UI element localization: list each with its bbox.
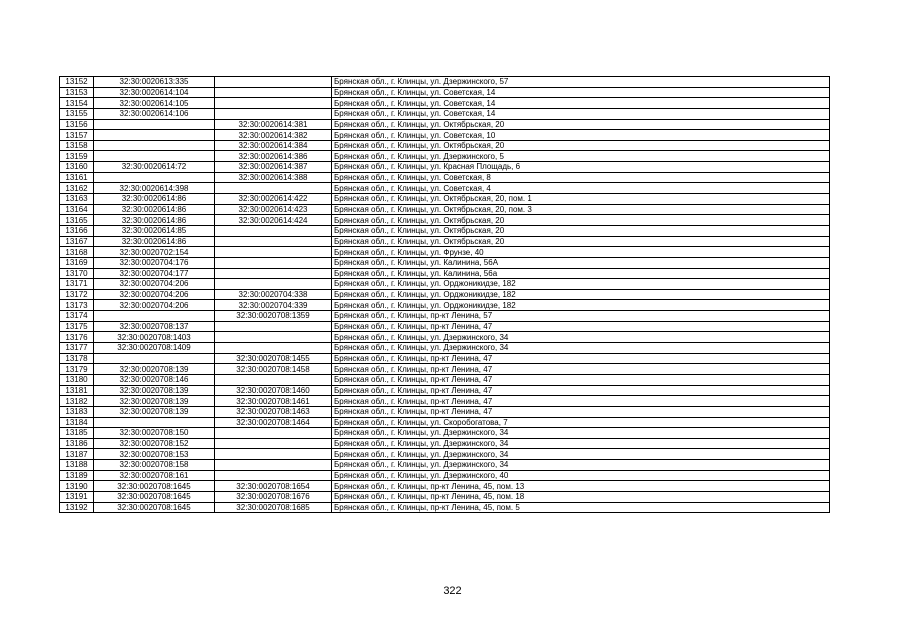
cell-cadastral-number: 32:30:0020708:1461	[215, 396, 332, 407]
cell-cadastral-number	[215, 257, 332, 268]
cell-parent-cadastral-number: 32:30:0020704:206	[94, 289, 215, 300]
table-row	[60, 204, 830, 215]
cell-cadastral-number	[215, 247, 332, 258]
cell-address: Брянская обл., г. Клинцы, ул. Дзержинского, 34	[332, 428, 830, 439]
cell-parent-cadastral-number: 32:30:0020708:1403	[94, 332, 215, 343]
cell-record-number: 13174	[60, 311, 94, 322]
cell-address: Брянская обл., г. Клинцы, ул. Орджоникидзе, 182	[332, 289, 830, 300]
cell-record-number: 13181	[60, 385, 94, 396]
cell-address: Брянская обл., г. Клинцы, ул. Октябрьская, 20, пом. 3	[332, 204, 830, 215]
cell-cadastral-number	[215, 343, 332, 354]
cell-address: Брянская обл., г. Клинцы, ул. Октябрьская, 20, пом. 1	[332, 194, 830, 205]
cell-address: Брянская обл., г. Клинцы, ул. Советская, 8	[332, 172, 830, 183]
cell-cadastral-number: 32:30:0020708:1359	[215, 311, 332, 322]
table-row	[60, 162, 830, 173]
cell-parent-cadastral-number: 32:30:0020708:1645	[94, 491, 215, 502]
cell-record-number: 13164	[60, 204, 94, 215]
cell-address: Брянская обл., г. Клинцы, пр-кт Ленина, 57	[332, 311, 830, 322]
table-row	[60, 417, 830, 428]
cell-address: Брянская обл., г. Клинцы, ул. Советская, 14	[332, 87, 830, 98]
cell-address: Брянская обл., г. Клинцы, пр-кт Ленина, 47	[332, 396, 830, 407]
cell-parent-cadastral-number	[94, 119, 215, 130]
cell-record-number: 13192	[60, 502, 94, 513]
cell-cadastral-number	[215, 77, 332, 88]
cell-parent-cadastral-number	[94, 130, 215, 141]
cell-parent-cadastral-number	[94, 151, 215, 162]
cell-record-number: 13185	[60, 428, 94, 439]
table-row	[60, 183, 830, 194]
table-row	[60, 194, 830, 205]
cell-parent-cadastral-number	[94, 140, 215, 151]
cell-record-number: 13191	[60, 491, 94, 502]
table-row	[60, 428, 830, 439]
table-row	[60, 470, 830, 481]
cell-record-number: 13172	[60, 289, 94, 300]
table-row	[60, 215, 830, 226]
cell-address: Брянская обл., г. Клинцы, ул. Орджоникидзе, 182	[332, 300, 830, 311]
cell-parent-cadastral-number: 32:30:0020614:104	[94, 87, 215, 98]
cell-address: Брянская обл., г. Клинцы, ул. Дзержинского, 40	[332, 470, 830, 481]
table-row	[60, 172, 830, 183]
cell-parent-cadastral-number: 32:30:0020614:86	[94, 204, 215, 215]
table-row	[60, 311, 830, 322]
cell-address: Брянская обл., г. Клинцы, ул. Скоробогатова, 7	[332, 417, 830, 428]
table-row	[60, 481, 830, 492]
cell-address: Брянская обл., г. Клинцы, ул. Калинина, 56А	[332, 257, 830, 268]
cell-record-number: 13152	[60, 77, 94, 88]
cell-cadastral-number	[215, 374, 332, 385]
cell-parent-cadastral-number: 32:30:0020708:152	[94, 438, 215, 449]
cell-record-number: 13171	[60, 279, 94, 290]
cell-record-number: 13166	[60, 225, 94, 236]
cell-record-number: 13190	[60, 481, 94, 492]
cell-address: Брянская обл., г. Клинцы, ул. Дзержинского, 34	[332, 438, 830, 449]
cell-record-number: 13189	[60, 470, 94, 481]
cell-cadastral-number: 32:30:0020704:339	[215, 300, 332, 311]
cell-cadastral-number	[215, 183, 332, 194]
cell-cadastral-number	[215, 225, 332, 236]
cell-address: Брянская обл., г. Клинцы, пр-кт Ленина, 47	[332, 353, 830, 364]
cell-record-number: 13187	[60, 449, 94, 460]
cell-parent-cadastral-number	[94, 311, 215, 322]
cell-parent-cadastral-number: 32:30:0020708:139	[94, 406, 215, 417]
cell-parent-cadastral-number: 32:30:0020704:177	[94, 268, 215, 279]
cell-parent-cadastral-number: 32:30:0020614:398	[94, 183, 215, 194]
cell-record-number: 13165	[60, 215, 94, 226]
cell-parent-cadastral-number: 32:30:0020708:146	[94, 374, 215, 385]
cell-record-number: 13160	[60, 162, 94, 173]
cell-record-number: 13170	[60, 268, 94, 279]
cell-address: Брянская обл., г. Клинцы, ул. Октябрьская, 20	[332, 236, 830, 247]
cell-record-number: 13167	[60, 236, 94, 247]
cell-cadastral-number	[215, 449, 332, 460]
table-row	[60, 332, 830, 343]
cell-parent-cadastral-number	[94, 417, 215, 428]
cell-parent-cadastral-number: 32:30:0020708:150	[94, 428, 215, 439]
cell-cadastral-number: 32:30:0020708:1464	[215, 417, 332, 428]
cell-cadastral-number	[215, 236, 332, 247]
cell-cadastral-number: 32:30:0020614:381	[215, 119, 332, 130]
table-row	[60, 108, 830, 119]
cell-cadastral-number: 32:30:0020614:422	[215, 194, 332, 205]
cell-address: Брянская обл., г. Клинцы, ул. Дзержинского, 5	[332, 151, 830, 162]
cell-cadastral-number: 32:30:0020614:424	[215, 215, 332, 226]
cell-cadastral-number	[215, 108, 332, 119]
table-row	[60, 140, 830, 151]
cell-address: Брянская обл., г. Клинцы, пр-кт Ленина, 45, пом. 13	[332, 481, 830, 492]
cell-parent-cadastral-number: 32:30:0020614:72	[94, 162, 215, 173]
cell-address: Брянская обл., г. Клинцы, пр-кт Ленина, 47	[332, 364, 830, 375]
table-row	[60, 130, 830, 141]
cell-address: Брянская обл., г. Клинцы, ул. Красная Площадь, 6	[332, 162, 830, 173]
cell-address: Брянская обл., г. Клинцы, пр-кт Ленина, 47	[332, 385, 830, 396]
table-row	[60, 247, 830, 258]
cell-parent-cadastral-number: 32:30:0020704:176	[94, 257, 215, 268]
cell-record-number: 13157	[60, 130, 94, 141]
cell-parent-cadastral-number: 32:30:0020708:139	[94, 385, 215, 396]
table-row	[60, 257, 830, 268]
cell-parent-cadastral-number: 32:30:0020614:105	[94, 98, 215, 109]
cell-record-number: 13156	[60, 119, 94, 130]
table-row	[60, 374, 830, 385]
cell-parent-cadastral-number: 32:30:0020613:335	[94, 77, 215, 88]
cell-cadastral-number: 32:30:0020708:1654	[215, 481, 332, 492]
cell-address: Брянская обл., г. Клинцы, ул. Октябрьская, 20	[332, 140, 830, 151]
table-row	[60, 491, 830, 502]
cell-address: Брянская обл., г. Клинцы, ул. Орджоникидзе, 182	[332, 279, 830, 290]
table-row	[60, 460, 830, 471]
table-row	[60, 279, 830, 290]
cell-parent-cadastral-number	[94, 172, 215, 183]
cell-cadastral-number: 32:30:0020614:388	[215, 172, 332, 183]
cell-cadastral-number	[215, 470, 332, 481]
cell-cadastral-number: 32:30:0020614:387	[215, 162, 332, 173]
cell-parent-cadastral-number: 32:30:0020708:153	[94, 449, 215, 460]
cell-address: Брянская обл., г. Клинцы, ул. Советская, 14	[332, 108, 830, 119]
cell-address: Брянская обл., г. Клинцы, ул. Дзержинского, 34	[332, 343, 830, 354]
table-row	[60, 353, 830, 364]
cell-record-number: 13178	[60, 353, 94, 364]
cell-address: Брянская обл., г. Клинцы, ул. Дзержинского, 57	[332, 77, 830, 88]
cell-cadastral-number: 32:30:0020614:386	[215, 151, 332, 162]
cell-address: Брянская обл., г. Клинцы, ул. Октябрьская, 20	[332, 119, 830, 130]
table-row	[60, 343, 830, 354]
cell-record-number: 13175	[60, 321, 94, 332]
cell-address: Брянская обл., г. Клинцы, ул. Советская, 4	[332, 183, 830, 194]
cell-address: Брянская обл., г. Клинцы, пр-кт Ленина, 45, пом. 18	[332, 491, 830, 502]
cell-address: Брянская обл., г. Клинцы, ул. Дзержинского, 34	[332, 460, 830, 471]
cell-cadastral-number	[215, 332, 332, 343]
table-row	[60, 321, 830, 332]
cell-cadastral-number	[215, 279, 332, 290]
cell-address: Брянская обл., г. Клинцы, пр-кт Ленина, 45, пом. 5	[332, 502, 830, 513]
table-row	[60, 406, 830, 417]
cell-cadastral-number: 32:30:0020614:423	[215, 204, 332, 215]
cell-address: Брянская обл., г. Клинцы, ул. Советская, 10	[332, 130, 830, 141]
table-row	[60, 151, 830, 162]
cell-parent-cadastral-number	[94, 353, 215, 364]
cell-parent-cadastral-number: 32:30:0020708:1645	[94, 502, 215, 513]
table-row	[60, 268, 830, 279]
cell-record-number: 13179	[60, 364, 94, 375]
cell-parent-cadastral-number: 32:30:0020704:206	[94, 300, 215, 311]
cell-parent-cadastral-number: 32:30:0020708:158	[94, 460, 215, 471]
cell-record-number: 13186	[60, 438, 94, 449]
cell-address: Брянская обл., г. Клинцы, ул. Дзержинского, 34	[332, 449, 830, 460]
cell-record-number: 13155	[60, 108, 94, 119]
cell-parent-cadastral-number: 32:30:0020708:137	[94, 321, 215, 332]
cell-record-number: 13188	[60, 460, 94, 471]
cell-parent-cadastral-number: 32:30:0020708:139	[94, 364, 215, 375]
registry-table-body	[60, 77, 830, 513]
cell-record-number: 13183	[60, 406, 94, 417]
table-row	[60, 225, 830, 236]
cell-parent-cadastral-number: 32:30:0020708:139	[94, 396, 215, 407]
table-row	[60, 98, 830, 109]
cell-record-number: 13163	[60, 194, 94, 205]
cell-record-number: 13153	[60, 87, 94, 98]
cell-address: Брянская обл., г. Клинцы, ул. Октябрьская, 20	[332, 225, 830, 236]
cell-record-number: 13169	[60, 257, 94, 268]
cell-record-number: 13158	[60, 140, 94, 151]
cell-address: Брянская обл., г. Клинцы, ул. Советская, 14	[332, 98, 830, 109]
cell-parent-cadastral-number: 32:30:0020702:154	[94, 247, 215, 258]
cell-cadastral-number: 32:30:0020708:1463	[215, 406, 332, 417]
cell-cadastral-number: 32:30:0020708:1455	[215, 353, 332, 364]
cell-record-number: 13177	[60, 343, 94, 354]
table-row	[60, 289, 830, 300]
cell-parent-cadastral-number: 32:30:0020708:161	[94, 470, 215, 481]
cell-cadastral-number	[215, 460, 332, 471]
table-row	[60, 87, 830, 98]
cell-record-number: 13162	[60, 183, 94, 194]
registry-table	[59, 76, 830, 513]
cell-record-number: 13176	[60, 332, 94, 343]
cell-record-number: 13173	[60, 300, 94, 311]
cell-cadastral-number: 32:30:0020614:382	[215, 130, 332, 141]
cell-parent-cadastral-number: 32:30:0020614:85	[94, 225, 215, 236]
table-row	[60, 300, 830, 311]
cell-parent-cadastral-number: 32:30:0020708:1645	[94, 481, 215, 492]
table-row	[60, 77, 830, 88]
cell-cadastral-number: 32:30:0020614:384	[215, 140, 332, 151]
cell-cadastral-number: 32:30:0020708:1685	[215, 502, 332, 513]
cell-cadastral-number	[215, 438, 332, 449]
table-row	[60, 449, 830, 460]
cell-address: Брянская обл., г. Клинцы, ул. Октябрьская, 20	[332, 215, 830, 226]
table-row	[60, 236, 830, 247]
table-row	[60, 502, 830, 513]
cell-record-number: 13184	[60, 417, 94, 428]
cell-record-number: 13182	[60, 396, 94, 407]
cell-cadastral-number	[215, 428, 332, 439]
cell-cadastral-number: 32:30:0020708:1458	[215, 364, 332, 375]
cell-cadastral-number: 32:30:0020704:338	[215, 289, 332, 300]
cell-parent-cadastral-number: 32:30:0020614:86	[94, 194, 215, 205]
cell-parent-cadastral-number: 32:30:0020614:106	[94, 108, 215, 119]
cell-record-number: 13154	[60, 98, 94, 109]
cell-parent-cadastral-number: 32:30:0020614:86	[94, 236, 215, 247]
cell-record-number: 13180	[60, 374, 94, 385]
cell-cadastral-number	[215, 87, 332, 98]
cell-cadastral-number	[215, 268, 332, 279]
cell-parent-cadastral-number: 32:30:0020614:86	[94, 215, 215, 226]
cell-record-number: 13168	[60, 247, 94, 258]
cell-address: Брянская обл., г. Клинцы, пр-кт Ленина, 47	[332, 321, 830, 332]
table-row	[60, 385, 830, 396]
table-row	[60, 364, 830, 375]
cell-record-number: 13161	[60, 172, 94, 183]
cell-address: Брянская обл., г. Клинцы, ул. Калинина, 56а	[332, 268, 830, 279]
cell-cadastral-number	[215, 321, 332, 332]
cell-address: Брянская обл., г. Клинцы, ул. Дзержинского, 34	[332, 332, 830, 343]
cell-record-number: 13159	[60, 151, 94, 162]
cell-cadastral-number: 32:30:0020708:1676	[215, 491, 332, 502]
page-number: 322	[443, 585, 462, 597]
cell-cadastral-number	[215, 98, 332, 109]
table-row	[60, 119, 830, 130]
cell-parent-cadastral-number: 32:30:0020704:206	[94, 279, 215, 290]
cell-address: Брянская обл., г. Клинцы, пр-кт Ленина, 47	[332, 374, 830, 385]
cell-address: Брянская обл., г. Клинцы, ул. Фрунзе, 40	[332, 247, 830, 258]
cell-parent-cadastral-number: 32:30:0020708:1409	[94, 343, 215, 354]
table-row	[60, 396, 830, 407]
table-row	[60, 438, 830, 449]
cell-address: Брянская обл., г. Клинцы, пр-кт Ленина, 47	[332, 406, 830, 417]
cell-cadastral-number: 32:30:0020708:1460	[215, 385, 332, 396]
